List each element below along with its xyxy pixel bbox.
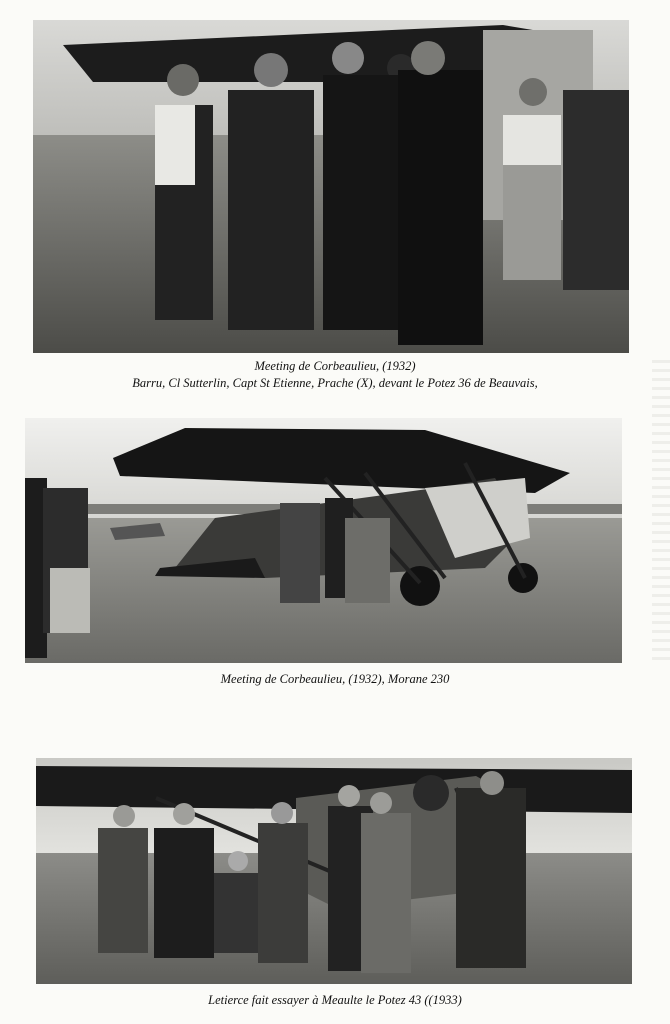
- photo-group-in-front-of-potez-43-icon: [36, 758, 632, 984]
- photo-2: [25, 418, 622, 663]
- caption-1-line-2: Barru, Cl Sutterlin, Capt St Etienne, Prache (X), devant le Potez 36 de Beauvais,: [132, 376, 538, 390]
- photo-men-standing-by-biplane-icon: [33, 20, 629, 353]
- photo-3: [36, 758, 632, 984]
- caption-1-line-1: Meeting de Corbeaulieu, (1932): [254, 359, 416, 373]
- caption-2-line-1: Meeting de Corbeaulieu, (1932), Morane 230: [220, 672, 450, 686]
- photo-1: [33, 20, 629, 353]
- caption-1: [0, 358, 670, 392]
- page-edge-bleed: [652, 360, 670, 660]
- caption-3: [0, 992, 670, 1009]
- photo-morane-230-aircraft-icon: [25, 418, 622, 663]
- caption-3-line-1: Letierce fait essayer à Meaulte le Potez 43 ((1933): [208, 993, 462, 1007]
- caption-2: [0, 671, 670, 688]
